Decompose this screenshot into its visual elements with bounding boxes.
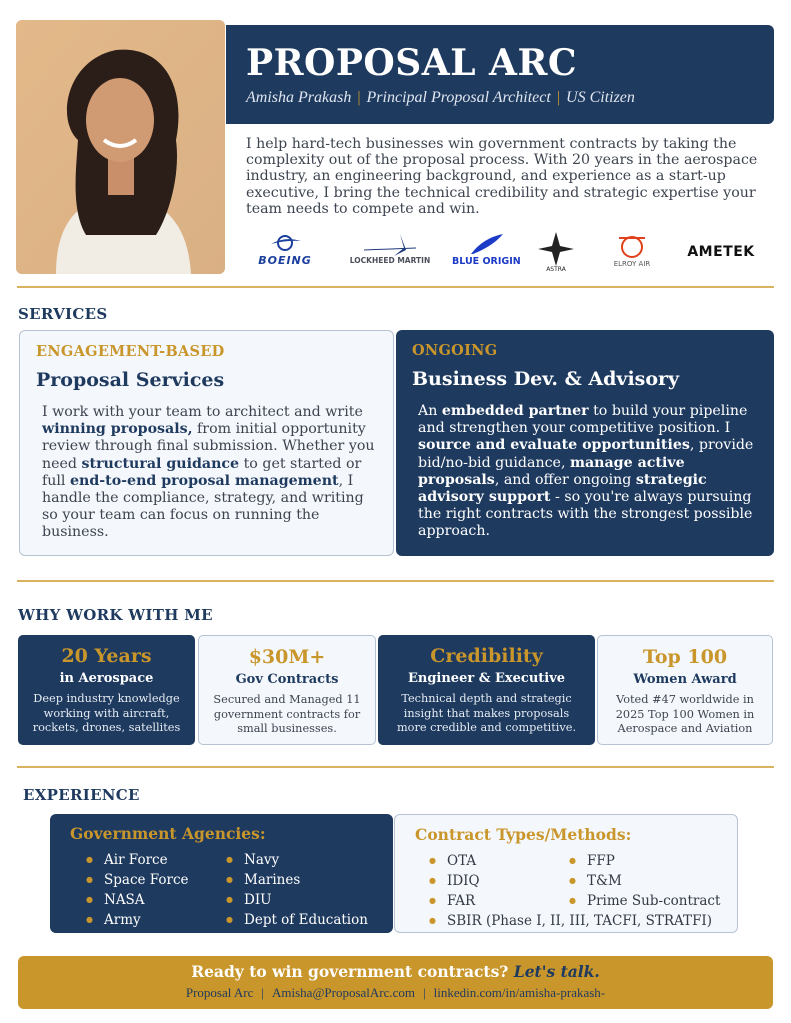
list-item: ● NASA: [86, 890, 189, 910]
portrait-image: [16, 20, 225, 274]
why-heading: WHY WORK WITH ME: [18, 606, 213, 624]
agency-list: [226, 850, 368, 930]
list-item: ● Dept of Education: [226, 910, 368, 930]
business-dev-card: [396, 330, 774, 556]
separator: |: [261, 985, 264, 1000]
contact-line: [18, 985, 773, 1001]
card-subtitle: Women Award: [633, 672, 737, 687]
list-item: ● Marines: [226, 870, 368, 890]
subtitle: [246, 89, 774, 107]
contract-list: [569, 851, 720, 911]
profile-photo: [16, 20, 225, 274]
card-desc: Voted #47 worldwide in 2025 Top 100 Women in Aerospace and Aviation: [615, 693, 755, 735]
separator: |: [556, 89, 561, 106]
card-stat: $30M+: [248, 646, 326, 668]
list-item: ● SBIR (Phase I, II, III, TACFI, STRATFI): [429, 911, 712, 931]
panel-title: Government Agencies:: [70, 824, 266, 843]
card-desc: Deep industry knowledge working with aircraft, rockets, drones, satellites: [32, 692, 181, 734]
list-item: ● Army: [86, 910, 189, 930]
experience-heading: EXPERIENCE: [23, 786, 140, 804]
card-desc: Secured and Managed 11 government contracts for small businesses.: [213, 693, 361, 735]
separator: |: [357, 89, 361, 106]
card-kicker: ENGAGEMENT-BASED: [36, 343, 225, 360]
blue-origin-logo: BLUE ORIGIN: [452, 232, 518, 276]
card-stat: Credibility: [430, 645, 543, 667]
list-item: ● Navy: [226, 850, 368, 870]
card-stat: 20 Years: [61, 645, 152, 667]
divider: [17, 580, 774, 582]
feather-icon: [463, 232, 507, 256]
title-banner: [226, 25, 774, 124]
contract-types-panel: [394, 814, 738, 933]
astra-logo: ASTRA: [536, 232, 576, 276]
proposal-services-card: [19, 330, 394, 556]
list-item: ● Space Force: [86, 870, 189, 890]
why-card: [378, 635, 595, 745]
card-description: I work with your team to architect and write winning proposals, from initial opportunity review through final submission. Whether you need structural guidance to get started or full end-to-end proposal management, I handle the compliance, strategy, and writing so your team can focus on running the business.: [42, 404, 375, 541]
separator: |: [423, 985, 426, 1000]
why-card: [18, 635, 195, 745]
page-title: PROPOSAL ARC: [246, 42, 578, 84]
client-logos: [246, 232, 766, 276]
panel-title: Contract Types/Methods:: [415, 825, 632, 844]
company-name: Proposal Arc: [185, 985, 254, 1000]
list-item: ● OTA: [429, 851, 712, 871]
list-item: ● T&M: [569, 871, 720, 891]
boeing-icon: [265, 232, 305, 254]
agency-list: [86, 850, 189, 930]
list-item: ● DIU: [226, 890, 368, 910]
elroy-air-logo: ELROY AIR: [604, 232, 660, 276]
cta-text: Ready to win government contracts? Let's talk.: [191, 962, 600, 981]
card-desc: Technical depth and strategic insight that makes proposals more credible and competitive.: [396, 692, 577, 734]
linkedin-link[interactable]: linkedin.com/in/amisha-prakash-: [433, 985, 606, 1000]
why-card: [198, 635, 376, 745]
list-item: ● FFP: [569, 851, 720, 871]
lockheed-star-icon: [360, 232, 420, 256]
person-name: Amisha Prakash: [246, 89, 352, 106]
ametek-logo: AMETEK: [687, 244, 755, 260]
card-title: Business Dev. & Advisory: [412, 368, 680, 390]
services-heading: SERVICES: [18, 305, 108, 323]
card-subtitle: Gov Contracts: [235, 672, 339, 687]
card-subtitle: Engineer & Executive: [407, 671, 566, 686]
citizenship: US Citizen: [566, 89, 635, 106]
person-role: Principal Proposal Architect: [366, 89, 551, 106]
cta-footer: [18, 956, 773, 1009]
list-item: ● Air Force: [86, 850, 189, 870]
card-description: An embedded partner to build your pipeline and strengthen your competitive position. I source and evaluate opportunities, provide bid/no-bid guidance, manage active proposals, and offer ongoing strategic advisory support - so you're always pursuing the right contracts with the strongest possible approach.: [418, 403, 754, 540]
divider: [17, 286, 774, 288]
card-title: Proposal Services: [36, 369, 225, 391]
card-subtitle: in Aerospace: [59, 671, 154, 686]
card-kicker: ONGOING: [412, 342, 498, 359]
list-item: ● IDIQ: [429, 871, 712, 891]
cta-emphasis: Let's talk.: [513, 962, 600, 981]
agencies-panel: [50, 814, 393, 933]
list-item: ● Prime Sub-contract: [569, 891, 720, 911]
boeing-logo: BOEING: [246, 232, 324, 276]
list-item: ● FAR: [429, 891, 712, 911]
email-link[interactable]: Amisha@ProposalArc.com: [272, 985, 416, 1000]
elroy-icon: [615, 232, 649, 260]
why-card: [597, 635, 773, 745]
divider: [17, 766, 774, 768]
lockheed-martin-logo: LOCKHEED MARTIN: [342, 232, 438, 276]
card-stat: Top 100: [642, 646, 728, 668]
astra-star-icon: [538, 232, 574, 266]
intro-paragraph: I help hard-tech businesses win government contracts by taking the complexity out of the proposal process. With 20 years in the aerospace industry, an engineering background, and experience as a start-up executive, I bring the technical credibility and strategic expertise your team needs to compete and win.: [246, 136, 758, 217]
